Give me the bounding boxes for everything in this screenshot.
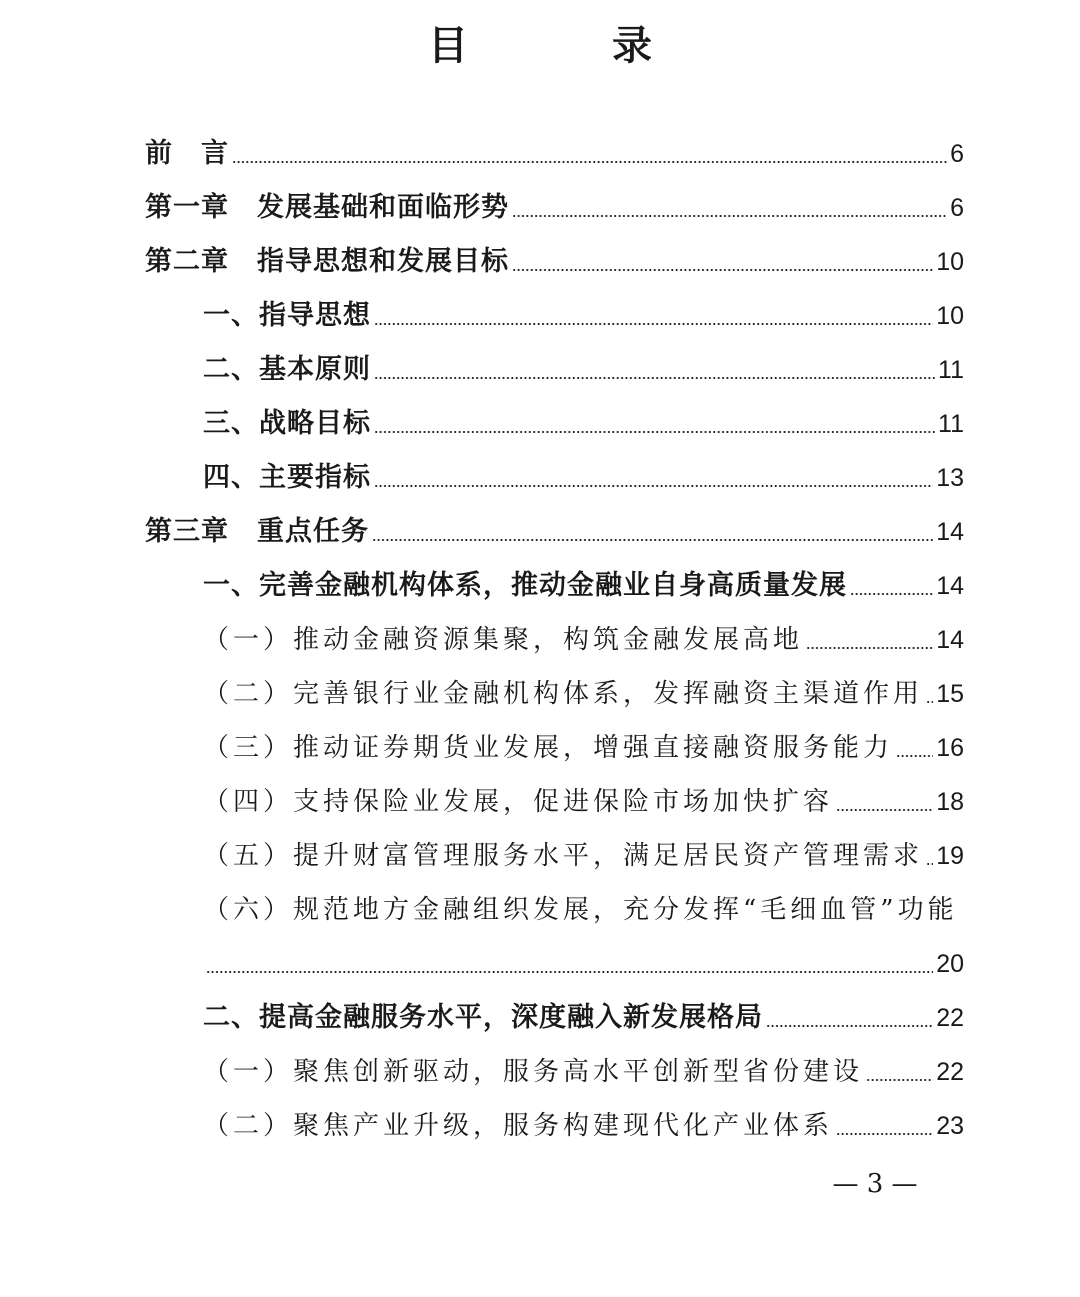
toc-leader-dots xyxy=(766,1025,933,1027)
toc-leader-dots xyxy=(896,755,933,757)
page-title: 目 录 xyxy=(428,22,704,69)
toc-entry-page: 11 xyxy=(938,410,964,438)
toc-entry[interactable] xyxy=(203,1104,964,1144)
toc-leader-dots xyxy=(836,809,933,811)
toc-entry[interactable] xyxy=(203,780,964,820)
toc-entry-label: （一）聚焦创新驱动，服务高水平创新型省份建设 xyxy=(203,1057,864,1087)
toc-entry[interactable] xyxy=(203,834,964,874)
toc-entry-label: 二、基本原则 xyxy=(203,354,371,385)
toc-entry-label: （四）支持保险业发展，促进保险市场加快扩容 xyxy=(203,787,834,817)
toc-entry-page: 13 xyxy=(936,464,964,492)
toc-entry-label: 第三章 重点任务 xyxy=(145,516,369,547)
toc-entry-label: 第一章 发展基础和面临形势 xyxy=(145,192,509,223)
toc-leader-dots xyxy=(206,971,933,973)
toc-entry[interactable] xyxy=(145,510,964,550)
toc-leader-dots xyxy=(836,1133,933,1135)
toc-entry-label: （三）推动证券期货业发展，增强直接融资服务能力 xyxy=(203,733,894,763)
toc-entry[interactable] xyxy=(203,1050,964,1090)
toc-entry-page: 16 xyxy=(936,734,964,762)
toc-entry-page: 23 xyxy=(936,1112,964,1140)
toc-entry[interactable] xyxy=(145,240,964,280)
toc-entry-page: 18 xyxy=(936,788,964,816)
toc-entry[interactable] xyxy=(203,672,964,712)
toc-leader-dots xyxy=(850,593,933,595)
toc-entry-page: 10 xyxy=(936,248,964,276)
toc-entry-label: 前 言 xyxy=(145,138,229,169)
toc-entry-label: 一、指导思想 xyxy=(203,300,371,331)
toc-entry-page: 14 xyxy=(936,626,964,654)
toc-leader-dots xyxy=(374,323,933,325)
toc-entry-page: 6 xyxy=(950,140,964,168)
toc-leader-dots xyxy=(372,539,933,541)
toc-leader-dots xyxy=(374,377,935,379)
toc-entry-label: 第二章 指导思想和发展目标 xyxy=(145,246,509,277)
toc-entry-page: 14 xyxy=(936,572,964,600)
toc-entry-label: （二）聚焦产业升级，服务构建现代化产业体系 xyxy=(203,1111,834,1141)
toc-entry[interactable] xyxy=(145,186,964,226)
toc-entry-page: 11 xyxy=(938,356,964,384)
toc-leader-dots xyxy=(806,647,933,649)
toc-entry-page: 10 xyxy=(936,302,964,330)
toc-entry[interactable] xyxy=(203,402,964,442)
toc-entry-label: 一、完善金融机构体系，推动金融业自身高质量发展 xyxy=(203,570,847,601)
toc-entry-page: 14 xyxy=(936,518,964,546)
toc-leader-dots xyxy=(374,485,933,487)
toc-entry-page: 20 xyxy=(936,950,964,978)
page-number: — 3 — xyxy=(832,1169,918,1199)
toc-entry-label: （二）完善银行业金融机构体系，发挥融资主渠道作用 xyxy=(203,679,924,709)
toc-entry[interactable] xyxy=(145,132,964,172)
toc-entry[interactable] xyxy=(203,564,964,604)
toc-leader-dots xyxy=(512,215,947,217)
toc-entry-page: 22 xyxy=(936,1058,964,1086)
toc-entry[interactable] xyxy=(203,996,964,1036)
toc-entry-page: 19 xyxy=(936,842,964,870)
toc-entry[interactable] xyxy=(203,888,964,928)
toc-entry-page: 15 xyxy=(936,680,964,708)
toc-entry-continuation[interactable] xyxy=(203,942,964,982)
toc-entry-page: 22 xyxy=(936,1004,964,1032)
toc-entry-page: 6 xyxy=(950,194,964,222)
toc-entry-label: 二、提高金融服务水平，深度融入新发展格局 xyxy=(203,1002,763,1033)
toc-entry-label: （六）规范地方金融组织发展，充分发挥“毛细血管”功能 xyxy=(203,895,958,925)
toc-entry[interactable] xyxy=(203,294,964,334)
toc-leader-dots xyxy=(512,269,933,271)
toc-entry[interactable] xyxy=(203,726,964,766)
toc-leader-dots xyxy=(374,431,935,433)
toc-entry-label: （一）推动金融资源集聚，构筑金融发展高地 xyxy=(203,625,804,655)
toc-leader-dots xyxy=(926,863,933,865)
toc-entry[interactable] xyxy=(203,348,964,388)
toc-leader-dots xyxy=(232,161,947,163)
toc-entry-label: 三、战略目标 xyxy=(203,408,371,439)
toc-leader-dots xyxy=(926,701,933,703)
toc-entry[interactable] xyxy=(203,618,964,658)
toc-entry-label: （五）提升财富管理服务水平，满足居民资产管理需求 xyxy=(203,841,924,871)
toc-entry[interactable] xyxy=(203,456,964,496)
toc-leader-dots xyxy=(866,1079,933,1081)
toc-entry-label: 四、主要指标 xyxy=(203,462,371,493)
